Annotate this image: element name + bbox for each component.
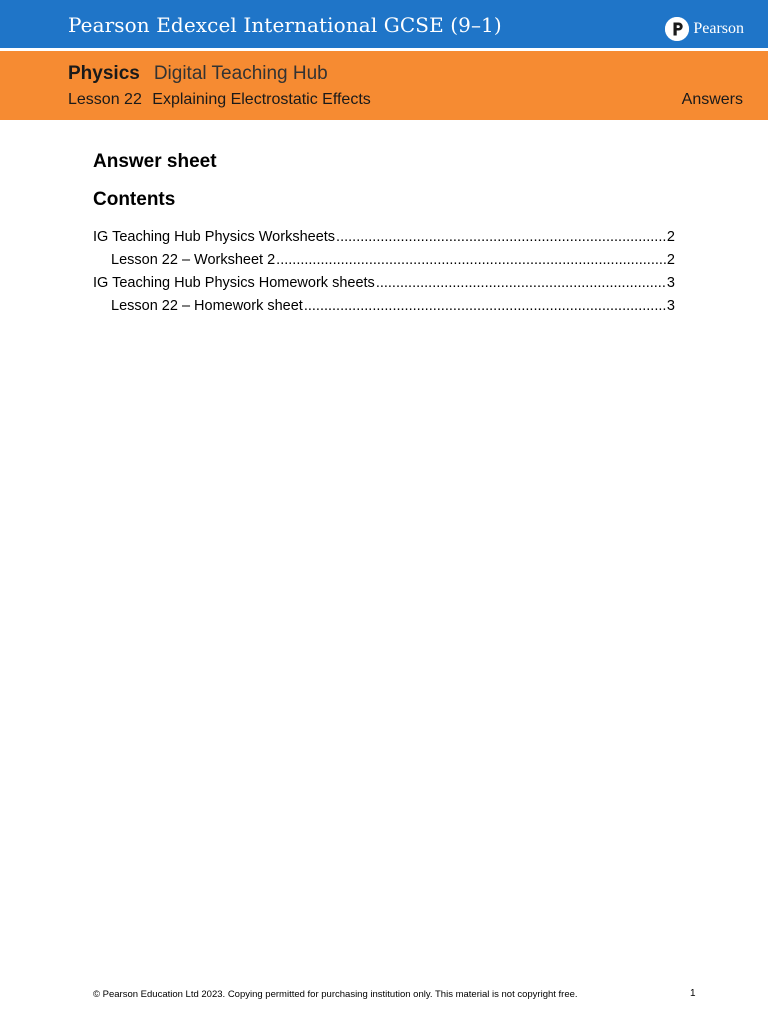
qualification-title: Pearson Edexcel International GCSE (9–1): [68, 13, 502, 37]
hub-name: Digital Teaching Hub: [153, 63, 328, 84]
answers-label: Answers: [681, 91, 743, 108]
toc-leader-dots: [276, 249, 666, 272]
page-number: 1: [690, 988, 696, 999]
lesson-banner: [0, 51, 768, 120]
toc-entry-page: 2: [666, 229, 675, 245]
toc-leader-dots: [336, 226, 666, 249]
top-header-bar: [0, 0, 768, 48]
contents-heading: Contents: [93, 189, 176, 210]
lesson-line: [68, 91, 371, 109]
toc-entry-title[interactable]: IG Teaching Hub Physics Worksheets: [93, 229, 336, 245]
toc-leader-dots: [376, 272, 666, 295]
toc-leader-dots: [304, 295, 666, 318]
toc-entry-page: 3: [666, 298, 675, 314]
subject-line: [68, 63, 328, 85]
lesson-title: Explaining Electrostatic Effects: [152, 91, 371, 108]
toc-entry-page: 2: [666, 252, 675, 268]
pearson-logo-icon: [665, 17, 689, 41]
toc-entry[interactable]: [93, 272, 675, 295]
toc-entry[interactable]: [93, 295, 675, 318]
toc-entry-title[interactable]: Lesson 22 – Homework sheet: [111, 298, 303, 314]
toc-entry-title[interactable]: IG Teaching Hub Physics Homework sheets: [93, 275, 375, 291]
table-of-contents: [93, 226, 675, 318]
lesson-number: Lesson 22: [68, 91, 142, 108]
subject-name: Physics: [68, 63, 140, 84]
toc-entry-page: 3: [666, 275, 675, 291]
toc-entry-title[interactable]: Lesson 22 – Worksheet 2: [111, 252, 276, 268]
brand-name: Pearson: [693, 20, 744, 37]
pearson-brand: [665, 16, 744, 42]
footer-copyright: © Pearson Education Ltd 2023. Copying permitted for purchasing institution only. This material is not copyright free.: [93, 989, 578, 1000]
page-title: Answer sheet: [93, 151, 217, 172]
toc-entry[interactable]: [93, 226, 675, 249]
toc-entry[interactable]: [93, 249, 675, 272]
